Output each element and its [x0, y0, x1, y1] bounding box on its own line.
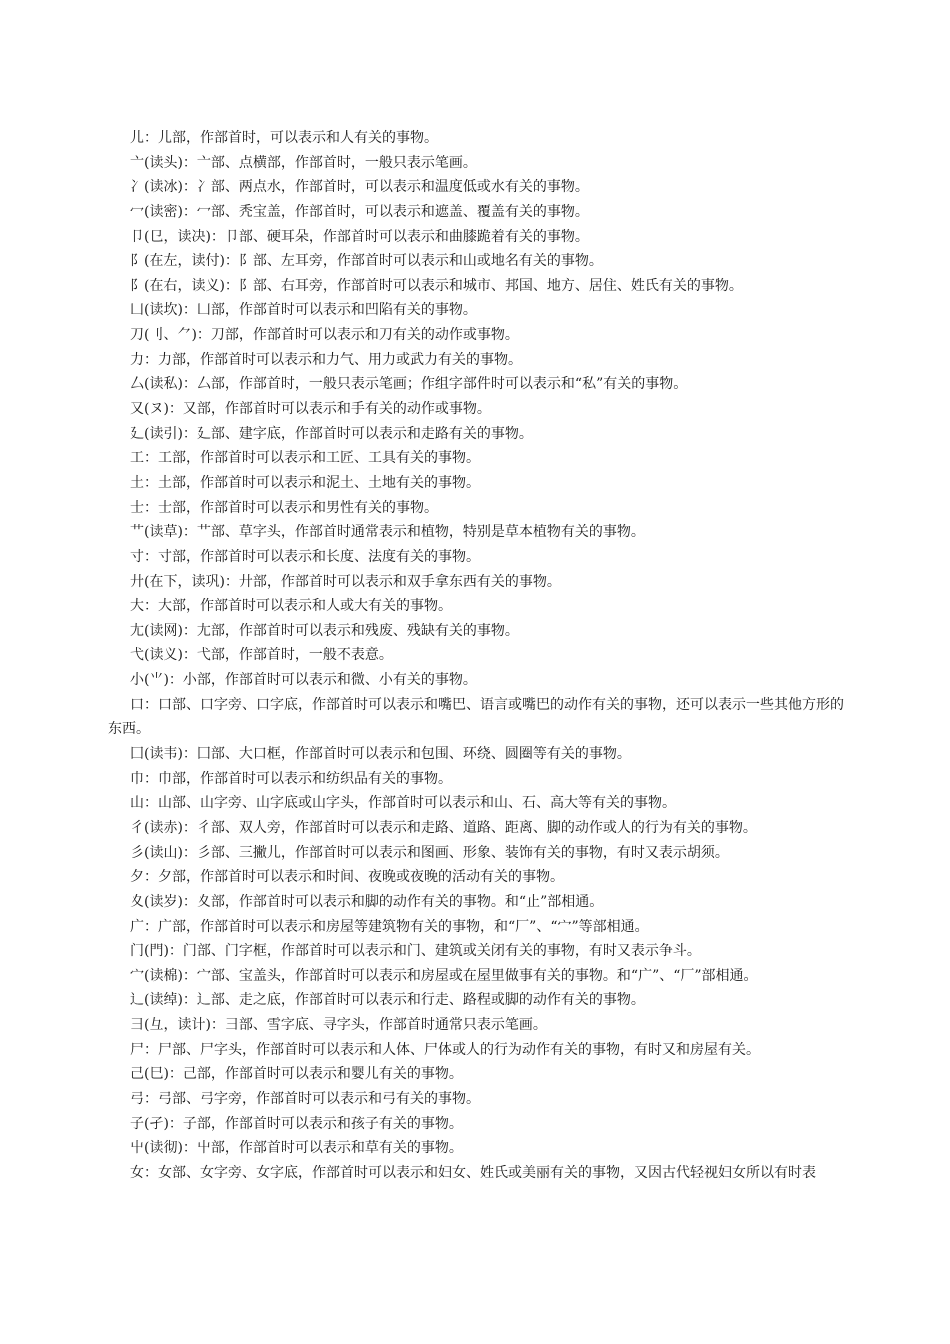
list-item: 力：力部，作部首时可以表示和力气、用力或武力有关的事物。: [130, 351, 522, 368]
list-item: 寸：寸部，作部首时可以表示和长度、法度有关的事物。: [130, 548, 480, 565]
list-item: 亠(读头)：亠部、点横部，作部首时，一般只表示笔画。: [130, 154, 477, 171]
list-item: 凵(读坎)：凵部，作部首时可以表示和凹陷有关的事物。: [130, 302, 477, 319]
list-item: 女：女部、女字旁、女字底，作部首时可以表示和妇女、姓氏或美丽有关的事物，又因古代轻视妇女所以有时表: [130, 1164, 816, 1181]
list-item: 弓：弓部、弓字旁，作部首时可以表示和弓有关的事物。: [130, 1091, 480, 1108]
list-item: 冫(读冰)：冫部、两点水，作部首时，可以表示和温度低或水有关的事物。: [130, 179, 589, 196]
list-item: 阝(在右，读义)：阝部、右耳旁，作部首时可以表示和城市、邦国、地方、居住、姓氏有关的事物。: [130, 277, 743, 294]
list-item: 廾(在下，读巩)：廾部，作部首时可以表示和双手拿东西有关的事物。: [130, 573, 561, 590]
list-item: 大：大部，作部首时可以表示和人或大有关的事物。: [130, 598, 452, 615]
list-item: 土：土部，作部首时可以表示和泥土、土地有关的事物。: [130, 474, 480, 491]
list-item: 山：山部、山字旁、山字底或山字头，作部首时可以表示和山、石、高大等有关的事物。: [130, 795, 676, 812]
list-item: 又(ヌ)：又部，作部首时可以表示和手有关的动作或事物。: [130, 401, 491, 418]
list-item: 口：口部、口字旁、口字底，作部首时可以表示和嘴巴、语言或嘴巴的动作有关的事物，还可以表示一些其他方形的东西。: [108, 696, 844, 738]
list-item: 廴(读引)：廴部、建字底，作部首时可以表示和走路有关的事物。: [130, 425, 533, 442]
list-item: 厶(读私)：厶部，作部首时，一般只表示笔画；作组字部件时可以表示和“私”有关的事物。: [130, 376, 688, 393]
list-item: 工：工部，作部首时可以表示和工匠、工具有关的事物。: [130, 450, 480, 467]
list-item: 卩(㔾，读决)：卩部、硬耳朵，作部首时可以表示和曲膝跪着有关的事物。: [130, 228, 589, 245]
list-item: 子(孑)：子部，作部首时可以表示和孩子有关的事物。: [130, 1115, 463, 1132]
list-item: 门(門)：门部、门字框，作部首时可以表示和门、建筑或关闭有关的事物，有时又表示争斗。: [130, 943, 701, 960]
list-item: 彳(读赤)：彳部、双人旁，作部首时可以表示和走路、道路、距离、脚的动作或人的行为有关的事物。: [130, 819, 757, 836]
list-item: 冖(读密)：冖部、秃宝盖，作部首时，可以表示和遮盖、覆盖有关的事物。: [130, 203, 589, 220]
list-item: 彐(彑，读计)：彐部、雪字底、寻字头，作部首时通常只表示笔画。: [130, 1017, 547, 1034]
list-item: 阝(在左，读付)：阝部、左耳旁，作部首时可以表示和山或地名有关的事物。: [130, 253, 603, 270]
list-item: 宀(读棉)：宀部、宝盖头，作部首时可以表示和房屋或在屋里做事有关的事物。和“广”、“厂”部相通。: [130, 967, 758, 984]
list-item: 囗(读韦)：囗部、大口框，作部首时可以表示和包围、环绕、圆圈等有关的事物。: [130, 746, 631, 763]
list-item: 屮(读彻)：屮部，作部首时可以表示和草有关的事物。: [130, 1140, 463, 1157]
list-item: 士：士部，作部首时可以表示和男性有关的事物。: [130, 499, 438, 516]
list-item: 己(巳)：己部，作部首时可以表示和婴儿有关的事物。: [130, 1066, 463, 1083]
list-item: 艹(读草)：艹部、草字头，作部首时通常表示和植物，特别是草本植物有关的事物。: [130, 524, 645, 541]
list-item: 尢(读网)：尢部，作部首时可以表示和残废、残缺有关的事物。: [130, 622, 519, 639]
list-item: 夊(读岁)：夊部，作部首时可以表示和脚的动作有关的事物。和“止”部相通。: [130, 893, 604, 910]
list-item: 小(⺌)：小部，作部首时可以表示和微、小有关的事物。: [130, 672, 477, 689]
list-item: 辶(读绰)：辶部、走之底，作部首时可以表示和行走、路程或脚的动作有关的事物。: [130, 992, 645, 1009]
list-item: 广：广部，作部首时可以表示和房屋等建筑物有关的事物，和“厂”、“宀”等部相通。: [130, 918, 649, 935]
list-item: 彡(读山)：彡部、三撇儿，作部首时可以表示和图画、形象、装饰有关的事物，有时又表示胡须。: [130, 844, 729, 861]
list-item: 尸：尸部、尸字头，作部首时可以表示和人体、尸体或人的行为动作有关的事物，有时又和房屋有关。: [130, 1041, 760, 1058]
list-item: 弋(读义)：弋部，作部首时，一般不表意。: [130, 647, 393, 664]
list-item: 夕：夕部，作部首时可以表示和时间、夜晚或夜晚的活动有关的事物。: [130, 869, 564, 886]
list-item: 刀(刂、⺈)：刀部，作部首时可以表示和刀有关的动作或事物。: [130, 327, 519, 344]
list-item: 儿：儿部，作部首时，可以表示和人有关的事物。: [130, 130, 438, 146]
radical-list: [108, 126, 853, 1186]
list-item: 巾：巾部，作部首时可以表示和纺织品有关的事物。: [130, 770, 452, 787]
